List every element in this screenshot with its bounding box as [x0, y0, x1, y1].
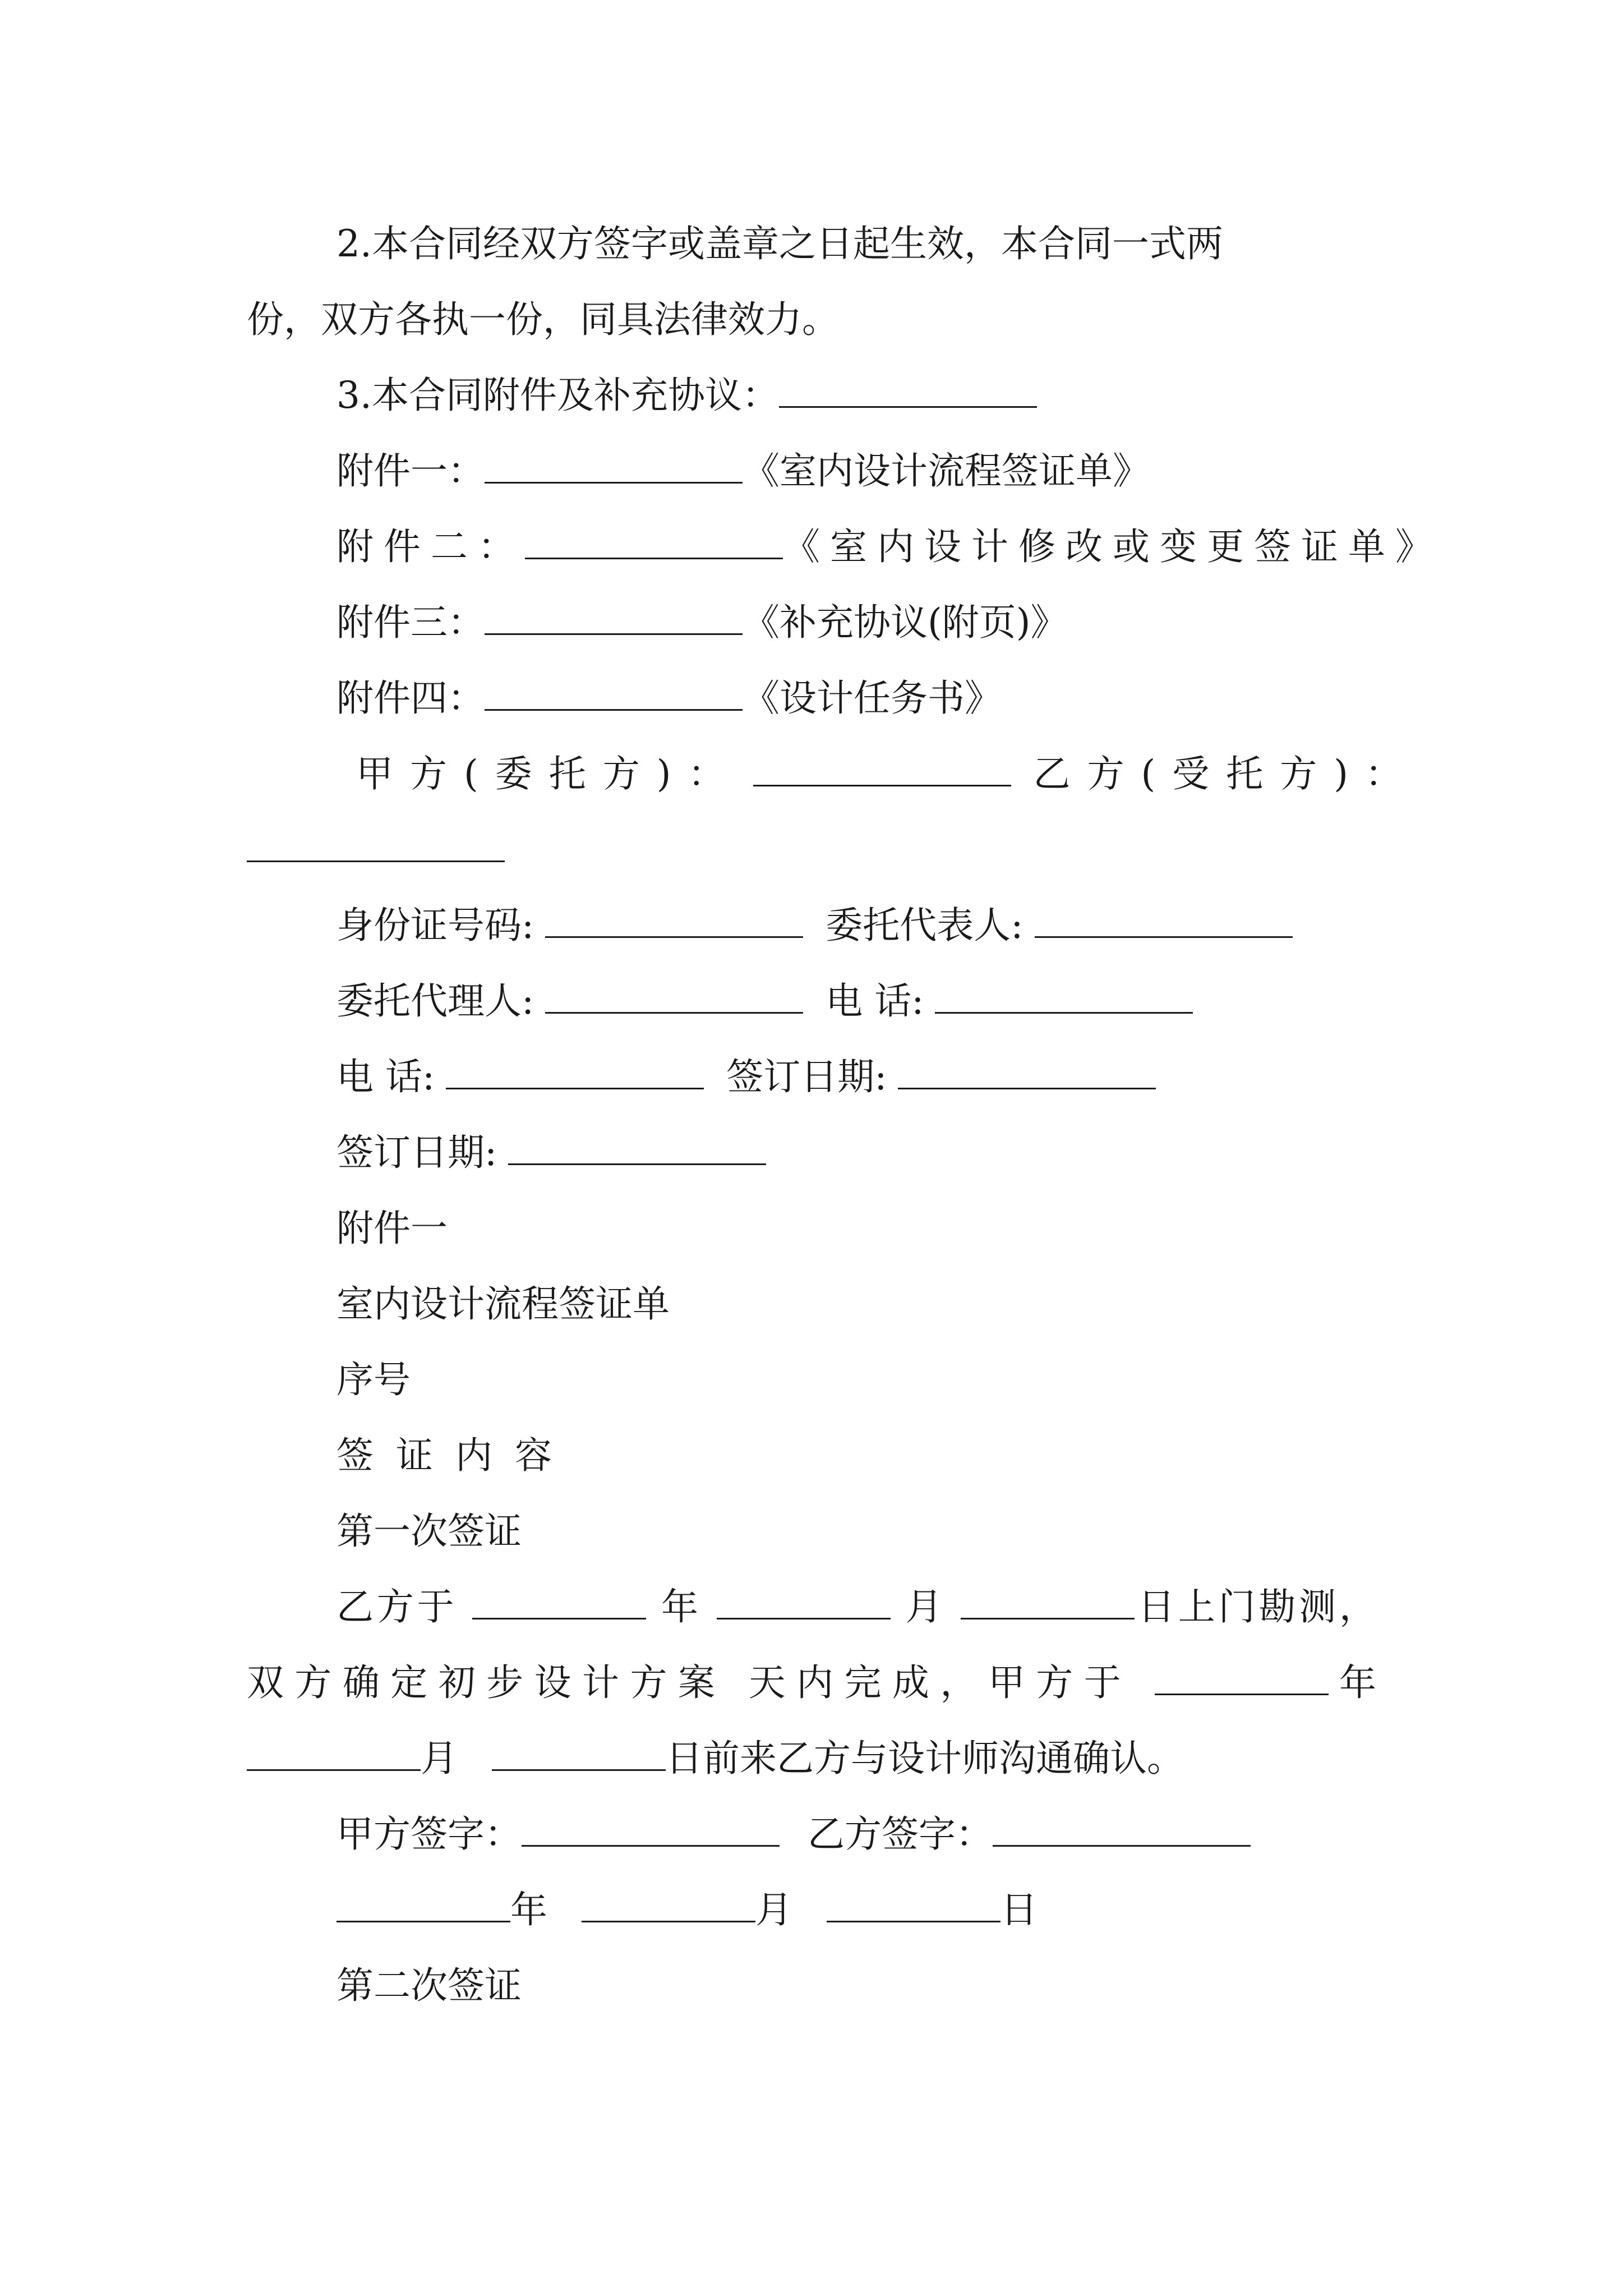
- month-blank-2[interactable]: [247, 1737, 421, 1771]
- sign-a-label: 甲方签字：: [336, 1812, 522, 1856]
- clause-3-line: [247, 373, 1376, 418]
- month-label-1: 月: [905, 1585, 946, 1628]
- para-3-b: 日前来乙方与设计师沟通确认。: [665, 1737, 1184, 1780]
- sign-month-blank[interactable]: [582, 1888, 755, 1922]
- para-1-b: 日上门勘测，: [1135, 1585, 1376, 1628]
- id-rep-line: [247, 903, 1376, 948]
- sign-b-blank[interactable]: [993, 1812, 1251, 1847]
- date-left-label: 签订日期:: [336, 1131, 497, 1174]
- phone-right-label: 电 话:: [826, 979, 924, 1023]
- rep-blank[interactable]: [1035, 904, 1293, 938]
- party-a-blank[interactable]: [753, 752, 1011, 786]
- id-number-label: 身份证号码:: [336, 904, 534, 947]
- attachment-1-title: 《室内设计流程签证单》: [743, 449, 1150, 493]
- clause-2-text-2: 份，双方各执一份，同具法律效力。: [247, 298, 839, 341]
- attachment-3-line: [247, 600, 1376, 645]
- first-visa-heading: [247, 1509, 1376, 1554]
- attachment-3-blank[interactable]: [485, 601, 743, 635]
- attachment-2-line: [247, 524, 1442, 569]
- day-blank-2[interactable]: [492, 1737, 666, 1771]
- attachment-1-blank[interactable]: [485, 449, 743, 484]
- month-blank-1[interactable]: [717, 1585, 891, 1619]
- sign-year-label: 年: [510, 1888, 547, 1931]
- attachment-3-title: 《补充协议(附页)》: [743, 601, 1068, 644]
- sign-year-blank[interactable]: [336, 1888, 510, 1922]
- attachment-1-line: [247, 449, 1376, 494]
- clause-2-text-1: 2.本合同经双方签字或盖章之日起生效，本合同一式两: [336, 222, 1223, 265]
- year-label-2: 年: [1328, 1661, 1377, 1704]
- phone-left-label: 电 话:: [336, 1055, 435, 1098]
- party-a-label: 甲方(委托方)：: [356, 752, 742, 795]
- appendix-title-text: 室内设计流程签证单: [336, 1282, 670, 1326]
- year-blank-2[interactable]: [1155, 1661, 1329, 1695]
- attachment-4-label: 附件四：: [336, 677, 485, 720]
- para-1-a: 乙方于: [336, 1585, 458, 1628]
- phone-right-blank[interactable]: [935, 979, 1193, 1014]
- attachment-1-label: 附件一：: [336, 449, 485, 493]
- clause-3-blank[interactable]: [779, 374, 1037, 408]
- year-label-1: 年: [661, 1585, 702, 1628]
- date-left-line: [247, 1130, 1376, 1175]
- column-number: [247, 1358, 1376, 1402]
- phone-left-blank[interactable]: [446, 1055, 704, 1089]
- date-left-blank[interactable]: [508, 1131, 766, 1165]
- party-b-label: 乙方(受托方)：: [1033, 752, 1419, 795]
- para-2-a: 双方确定初步设计方案 天内完成，甲方于: [247, 1661, 1132, 1704]
- agent-label: 委托代理人:: [336, 979, 534, 1023]
- date-right-blank[interactable]: [898, 1055, 1156, 1089]
- appendix-heading: [247, 1206, 1376, 1251]
- column-content-text: 签证内容: [336, 1434, 574, 1477]
- attachment-4-line: [247, 676, 1376, 721]
- first-visa-text: 第一次签证: [336, 1510, 522, 1553]
- appendix-heading-text: 附件一: [336, 1207, 448, 1250]
- id-number-blank[interactable]: [545, 904, 803, 938]
- attachment-4-title: 《设计任务书》: [743, 677, 1002, 720]
- sign-month-label: 月: [755, 1888, 792, 1931]
- appendix-title: [247, 1282, 1376, 1327]
- clause-2-line-2: [247, 297, 1376, 342]
- column-content: [247, 1433, 1376, 1478]
- attachment-2-title: 《室内设计修改或变更签证单》: [783, 525, 1442, 568]
- signature-line: [247, 1812, 1376, 1857]
- date-right-label: 签订日期:: [726, 1055, 887, 1098]
- agent-phone-line: [247, 979, 1376, 1024]
- rep-label: 委托代表人:: [826, 904, 1023, 947]
- attachment-3-label: 附件三：: [336, 601, 485, 644]
- month-label-2: 月: [421, 1737, 458, 1780]
- sign-day-label: 日: [1000, 1888, 1038, 1931]
- party-b-blank[interactable]: [247, 828, 505, 862]
- second-visa-heading: [247, 1963, 1376, 2008]
- column-number-text: 序号: [336, 1358, 411, 1401]
- attachment-2-blank[interactable]: [525, 525, 783, 559]
- day-blank-1[interactable]: [961, 1585, 1135, 1619]
- phone-date-line: [247, 1055, 1376, 1099]
- attachment-2-label: 附件二：: [336, 525, 525, 568]
- attachment-4-blank[interactable]: [485, 677, 743, 711]
- parties-line: [247, 752, 1419, 797]
- sign-day-blank[interactable]: [827, 1888, 1000, 1922]
- clause-2-line-1: [247, 222, 1376, 266]
- year-blank-1[interactable]: [472, 1585, 646, 1619]
- first-visa-para-line-2: [247, 1660, 1376, 1705]
- first-visa-para-line-3: [247, 1736, 1376, 1781]
- sign-b-label: 乙方签字：: [808, 1812, 993, 1856]
- party-b-line: [247, 827, 1376, 872]
- second-visa-text: 第二次签证: [336, 1964, 522, 2007]
- first-visa-para-line-1: [247, 1585, 1376, 1630]
- sign-date-line: [247, 1888, 1376, 1932]
- sign-a-blank[interactable]: [522, 1812, 780, 1847]
- agent-blank[interactable]: [545, 979, 803, 1014]
- clause-3-label: 3.本合同附件及补充协议：: [336, 374, 779, 417]
